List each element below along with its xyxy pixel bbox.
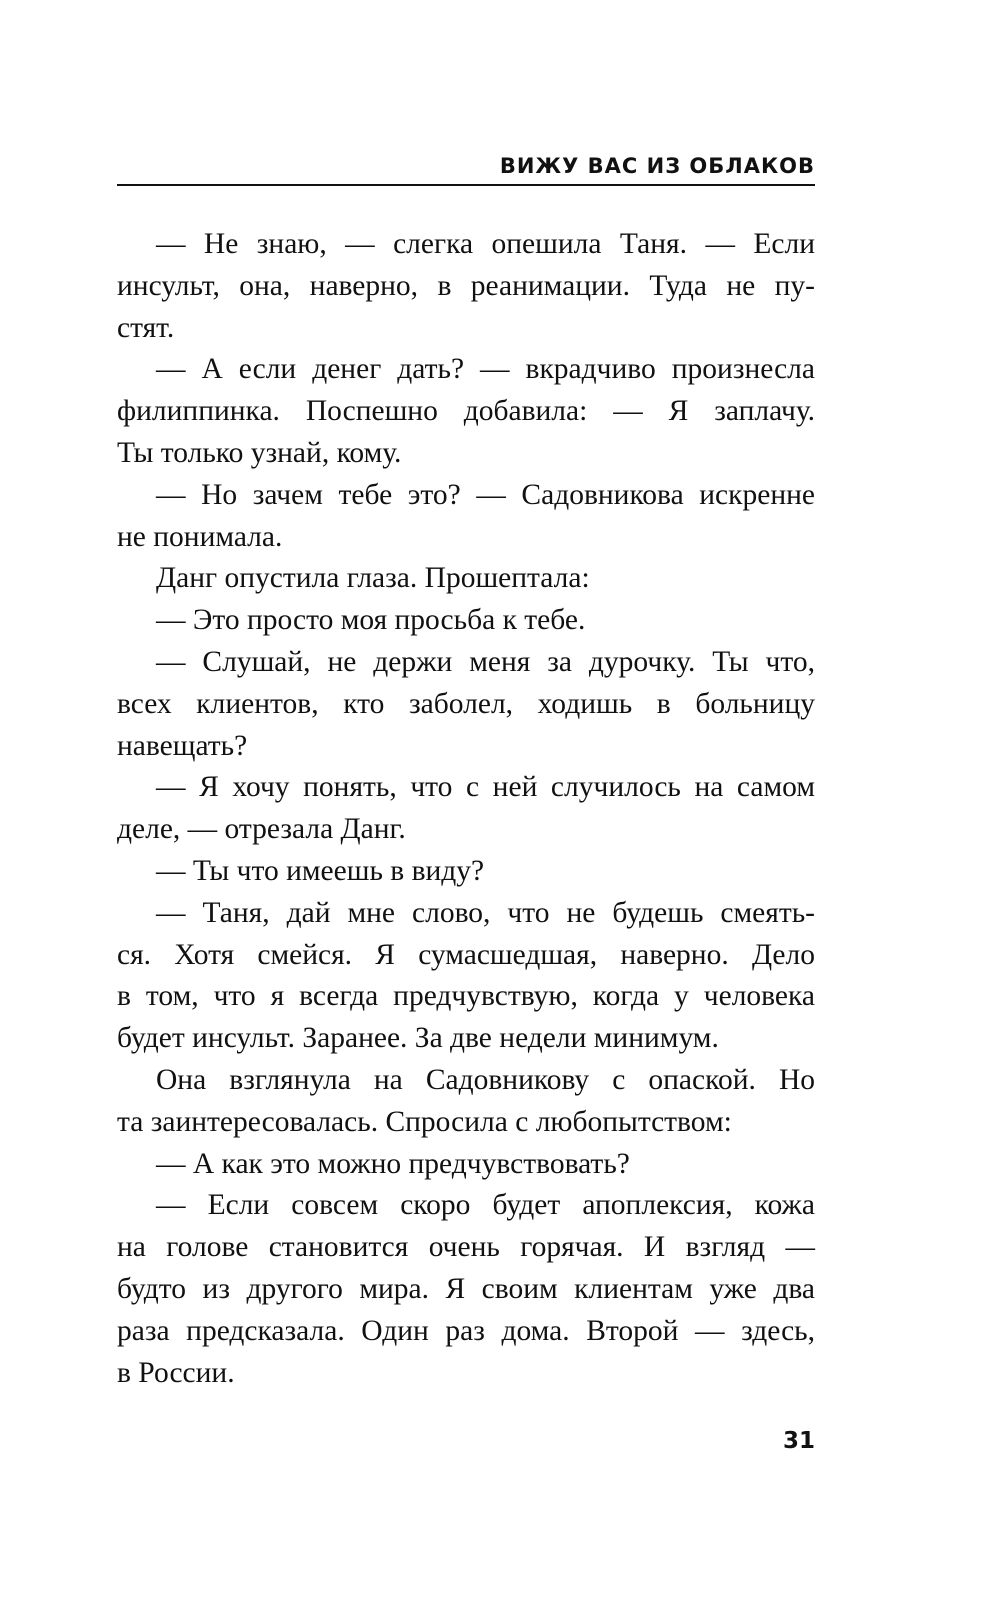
text-line: — Это просто моя просьба к тебе.	[156, 604, 586, 637]
text-line: филиппинка. Поспешно добавила: — Я заплачу.	[117, 395, 815, 428]
text-line: на голове становится очень горячая. И взгляд —	[117, 1231, 815, 1264]
text-line: в России.	[117, 1356, 235, 1389]
text-line: навещать?	[117, 729, 248, 762]
body-text	[117, 224, 815, 1394]
text-line: инсульт, она, наверно, в реанимации. Туда не пу-	[117, 269, 815, 302]
text-line: — А как это можно предчувствовать?	[156, 1147, 630, 1180]
header-rule	[117, 184, 815, 186]
text-line: стят.	[117, 311, 175, 344]
text-line: будто из другого мира. Я своим клиентам уже два	[117, 1272, 815, 1305]
text-line: — Но зачем тебе это? — Садовникова искренне	[156, 478, 815, 511]
text-line: — Не знаю, — слегка опешила Таня. — Если	[156, 228, 815, 260]
text-line: — Если совсем скоро будет апоплексия, кожа	[156, 1189, 815, 1222]
text-line: раза предсказала. Один раз дома. Второй — здесь,	[117, 1314, 815, 1347]
page-number: 31	[782, 1428, 815, 1454]
text-line: Данг опустила глаза. Прошептала:	[156, 562, 590, 595]
text-line: в том, что я всегда предчувствую, когда у человека	[117, 980, 815, 1013]
text-line: будет инсульт. Заранее. За две недели минимум.	[117, 1022, 719, 1055]
text-line: — Я хочу понять, что с ней случилось на самом	[156, 771, 815, 804]
running-title: ВИЖУ ВАС ИЗ ОБЛАКОВ	[499, 154, 815, 178]
text-line: всех клиентов, кто заболел, ходишь в больницу	[117, 687, 815, 720]
text-line: — Ты что имеешь в виду?	[156, 854, 485, 887]
text-line: — А если денег дать? — вкрадчиво произнесла	[156, 353, 815, 386]
text-line: Она взглянула на Садовникову с опаской. Но	[156, 1063, 815, 1096]
text-line: — Слушай, не держи меня за дурочку. Ты что,	[156, 645, 815, 678]
text-line: — Таня, дай мне слово, что не будешь смеять-	[156, 896, 815, 929]
text-line: не понимала.	[117, 520, 283, 553]
text-line: ся. Хотя смейся. Я сумасшедшая, наверно. Дело	[117, 938, 815, 971]
text-line: Ты только узнай, кому.	[117, 436, 402, 469]
text-line: деле, — отрезала Данг.	[117, 813, 406, 846]
text-line: та заинтересовалась. Спросила с любопытством:	[117, 1105, 732, 1138]
